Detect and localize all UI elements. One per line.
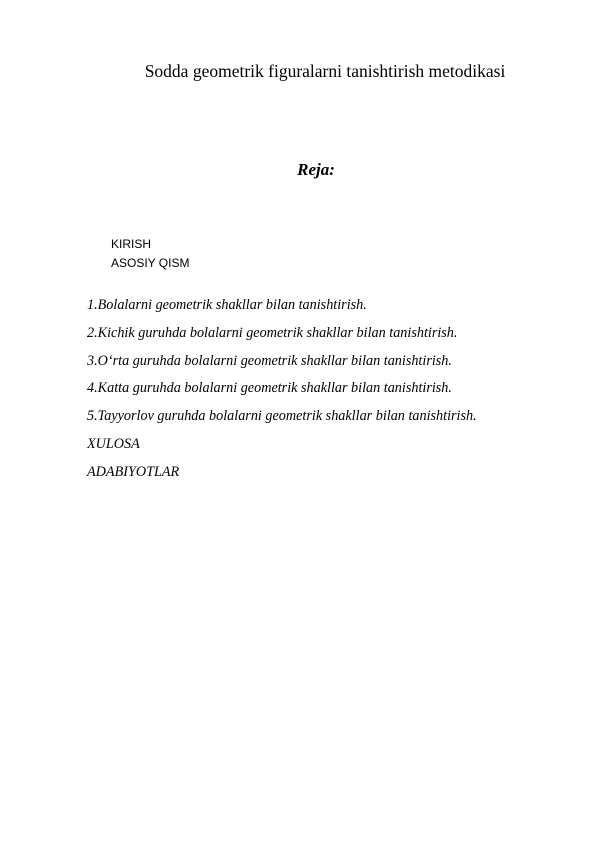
plan-item-xulosa: XULOSA [87,435,140,452]
intro-list [111,235,189,273]
plan-item-adabiyotlar: ADABIYOTLAR [87,463,180,480]
plan-item-2: 2.Kichik guruhda bolalarni geometrik shakllar bilan tanishtirish. [87,324,458,341]
plan-heading: Reja: [297,160,335,179]
document-title: Sodda geometrik figuralarni tanishtirish metodikasi [144,61,506,81]
plan-item-5: 5.Tayyorlov guruhda bolalarni geometrik shakllar bilan tanishtirish. [87,408,477,425]
plan-item-1: 1.Bolalarni geometrik shakllar bilan tanishtirish. [87,297,367,313]
plan-items-list [87,292,477,487]
plan-item-4: 4.Katta guruhda bolalarni geometrik shakllar bilan tanishtirish. [87,380,452,397]
plan-item-3: 3.O‘rta guruhda bolalarni geometrik shakllar bilan tanishtirish. [87,352,452,369]
intro-line-kirish: KIRISH [111,237,152,251]
intro-line-asosiy-qism: ASOSIY QISM [111,256,190,270]
